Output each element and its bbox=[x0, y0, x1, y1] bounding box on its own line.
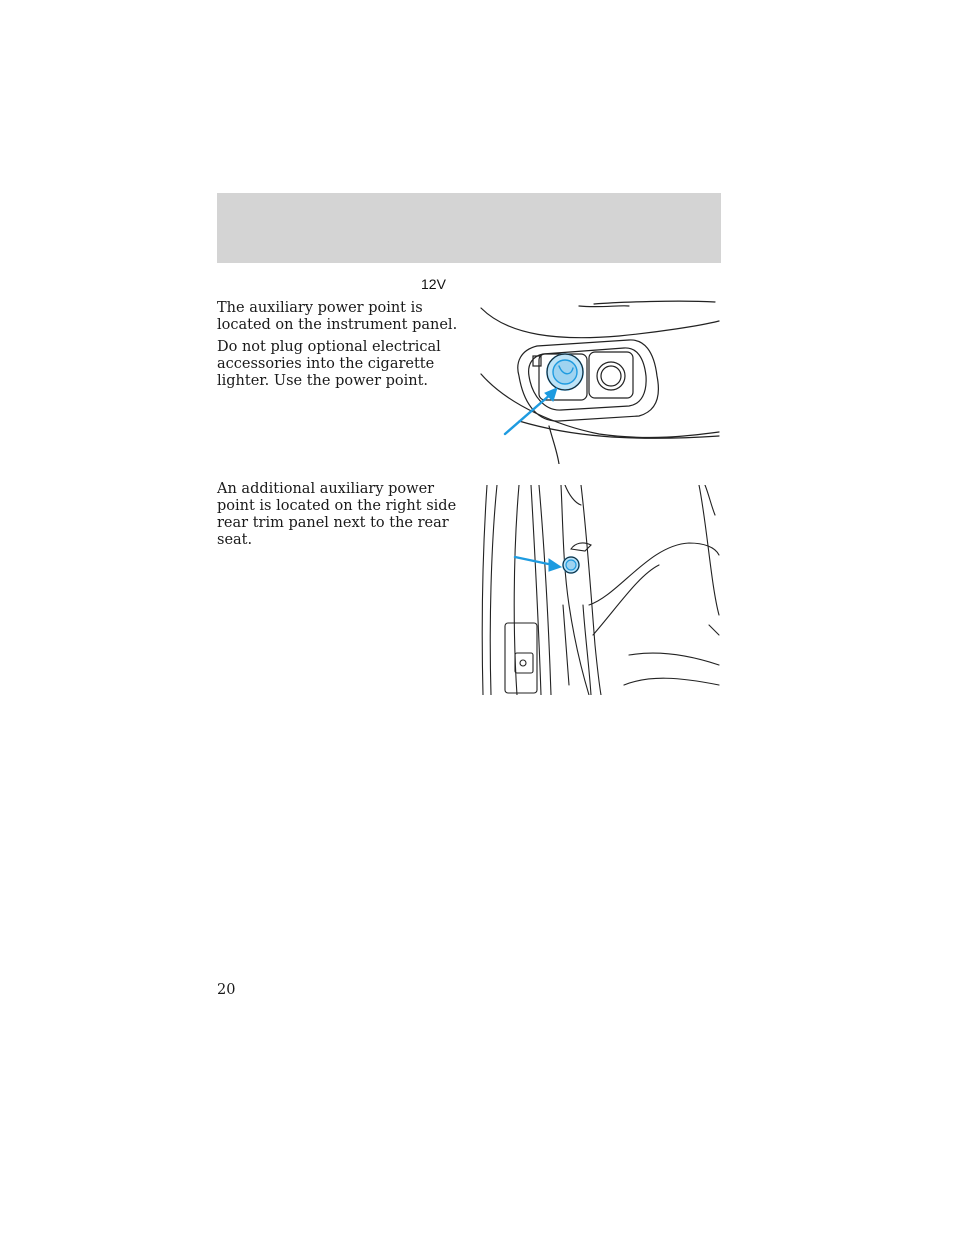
instrument-panel-illustration bbox=[479, 296, 721, 464]
paragraph-instrument-panel: The auxiliary power point is located on the instrument panel. bbox=[217, 300, 458, 333]
paragraph-lighter-warning: Do not plug optional electrical accessories into the cigarette lighter. Use the power point. bbox=[217, 339, 441, 389]
page-number: 20 bbox=[217, 982, 236, 998]
paragraph-rear-power-point: An additional auxiliary power point is located on the right side rear trim panel next to the rear seat. bbox=[217, 481, 457, 548]
section-heading: 12V bbox=[421, 276, 446, 292]
rear-trim-panel-illustration bbox=[479, 485, 721, 695]
header-band bbox=[217, 193, 721, 263]
